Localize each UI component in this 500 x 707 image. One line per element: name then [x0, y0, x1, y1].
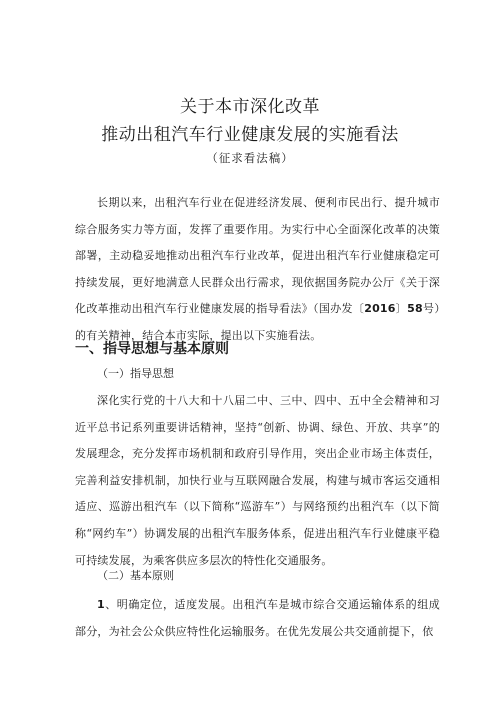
principle-text: 、明确定位，适度发展。出租汽车是城市综合交通运输体系的组成部分，为社会公众供应特性化运输服务。在优先发展公共交通前提下，依 [75, 598, 440, 638]
subsection-heading-guiding: （一）指导思想 [97, 367, 174, 380]
principle-paragraph [75, 592, 440, 645]
doc-year: 2016 [364, 302, 396, 316]
intro-text-before: 长期以来，出租汽车行业在促进经济发展、便利市民出行、提升城市综合服务实力等方面，发挥了重要作用。为实行中心全面深化改革的决策部署，主动稳妥地推动出租汽车行业改革，促进出租汽车行业健康稳定可持续发展，更好地满意人民群众出行需求，现依据国务院办公厅《关于深化改革推动出租汽车行业健康发展的指导看法》（国办发〔 [75, 196, 440, 316]
doc-number: 58 [407, 302, 423, 316]
document-title-line2: 推动出租汽车行业健康发展的实施看法 [101, 125, 399, 145]
guiding-paragraph: 深化实行党的十八大和十八届二中、三中、四中、五中全会精神和习近平总书记系列重要讲话精神，坚持“创新、协调、绿色、开放、共享”的发展理念，充分发挥市场机制和政府引导作用，突出企业市场主体责任，完善利益安排机制，加快行业与互联网融合发展，构建与城市客运交通相适应、巡游出租汽车（以下简称“巡游车”）与网络预约出租汽车（以下简称“网约车”）协调发展的出租汽车服务体系，促进出租汽车行业健康平稳可持续发展，为乘客供应多层次的特性化交通服务。 [75, 394, 440, 567]
principle-number: 1 [97, 598, 105, 611]
document-title-line1: 关于本市深化改革 [180, 97, 320, 117]
doc-bracket-close: 〕 [395, 302, 408, 316]
document-subtitle: （征求看法稿） [206, 151, 294, 165]
subsection-heading-principles: （二）基本原则 [97, 569, 174, 582]
intro-text-after: 号）的有关精神，结合本市实际，提出以下实施看法。 [75, 302, 441, 342]
section-heading: 一、指导思想与基本原则 [75, 341, 229, 357]
intro-paragraph [75, 190, 440, 350]
